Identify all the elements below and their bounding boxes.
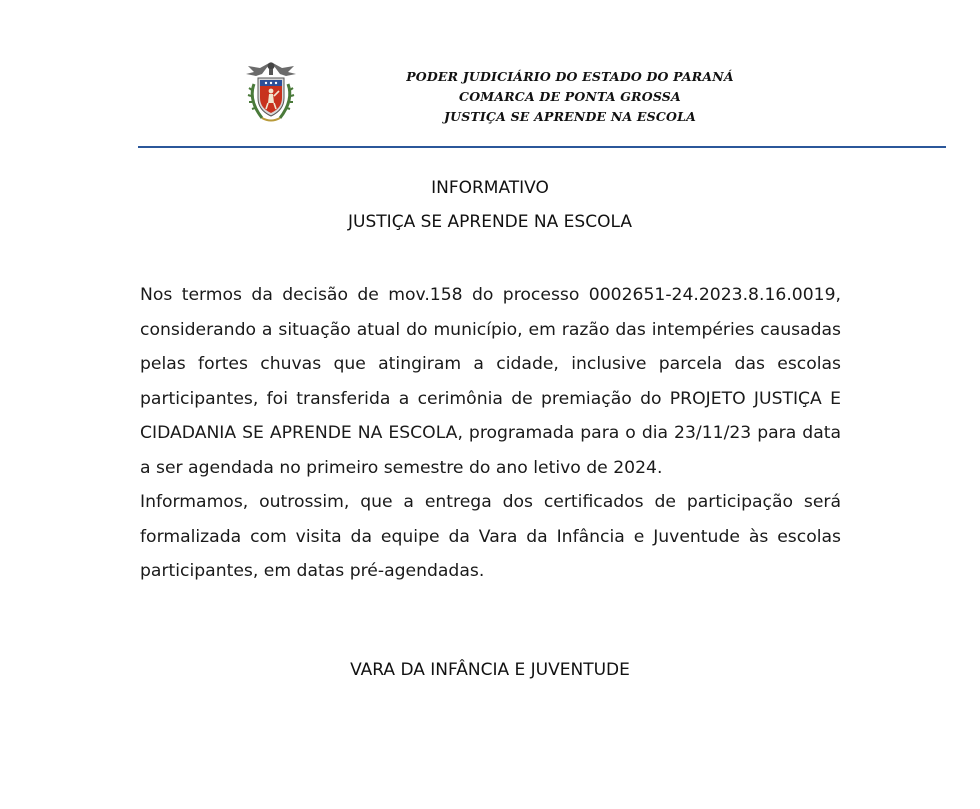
header-divider [138,146,946,148]
header-line-comarca: COMARCA DE PONTA GROSSA [459,89,681,104]
body-paragraph-2: Informamos, outrossim, que a entrega dos certificados de participação será formalizada com visita da equipe da Vara da Infância e Juventude às escolas participantes, em datas pré-agendadas. [140,492,841,581]
header-line-project: JUSTIÇA SE APRENDE NA ESCOLA [443,109,696,124]
body-paragraph-1: Nos termos da decisão de mov.158 do processo 0002651-24.2023.8.16.0019, considerando a situação atual do município, em razão das intempéries causadas pelas fortes chuvas que atingiram a cidade, inclusive parcela das escolas participantes, foi transferida a cerimônia de premiação do PROJETO JUSTIÇA E CIDADANIA SE APRENDE NA ESCOLA, programada para o dia 23/11/23 para data a ser agendada no primeiro semestre do ano letivo de 2024. [140,285,841,478]
court-header [330,67,810,127]
parana-coat-of-arms-icon [240,58,302,126]
document-title: INFORMATIVO [431,178,549,198]
header-line-court: PODER JUDICIÁRIO DO ESTADO DO PARANÁ [406,69,734,84]
document-subtitle: JUSTIÇA SE APRENDE NA ESCOLA [348,212,632,232]
signature-line: VARA DA INFÂNCIA E JUVENTUDE [350,660,630,680]
document-body [140,278,841,589]
